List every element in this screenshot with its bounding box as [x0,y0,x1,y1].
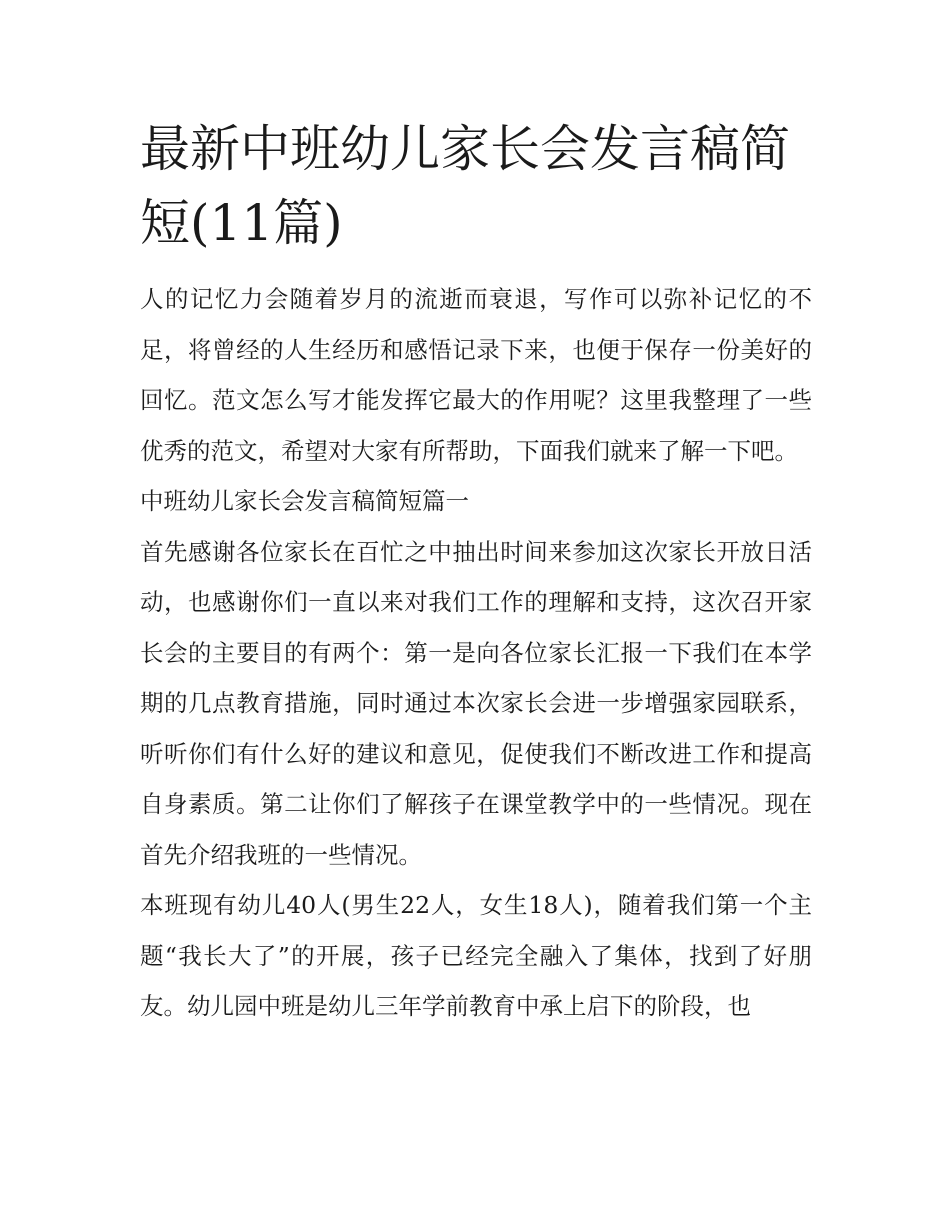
section-heading: 中班幼儿家长会发言稿简短篇一 [140,487,469,515]
document-page [140,112,812,1032]
intro-paragraph: 人的记忆力会随着岁月的流逝而衰退，写作可以弥补记忆的不足，将曾经的人生经历和感悟记录下来，也便于保存一份美好的回忆。范文怎么写才能发挥它最大的作用呢？这里我整理了一些优秀的范文，希望对大家有所帮助，下面我们就来了解一下吧。 [140,285,812,465]
body-paragraph-2: 本班现有幼儿40人(男生22人，女生18人)，随着我们第一个主题“我长大了”的开展，孩子已经完全融入了集体，找到了好朋友。幼儿园中班是幼儿三年学前教育中承上启下的阶段，也 [140,891,812,1020]
body-paragraph-1: 首先感谢各位家长在百忙之中抽出时间来参加这次家长开放日活动，也感谢你们一直以来对我们工作的理解和支持，这次召开家长会的主要目的有两个：第一是向各位家长汇报一下我们在本学期的几点教育措施，同时通过本次家长会进一步增强家园联系，听听你们有什么好的建议和意见，促使我们不断改进工作和提高自身素质。第二让你们了解孩子在课堂教学中的一些情况。现在首先介绍我班的一些情况。 [140,537,812,869]
document-title: 最新中班幼儿家长会发言稿简短(11篇) [140,120,790,252]
